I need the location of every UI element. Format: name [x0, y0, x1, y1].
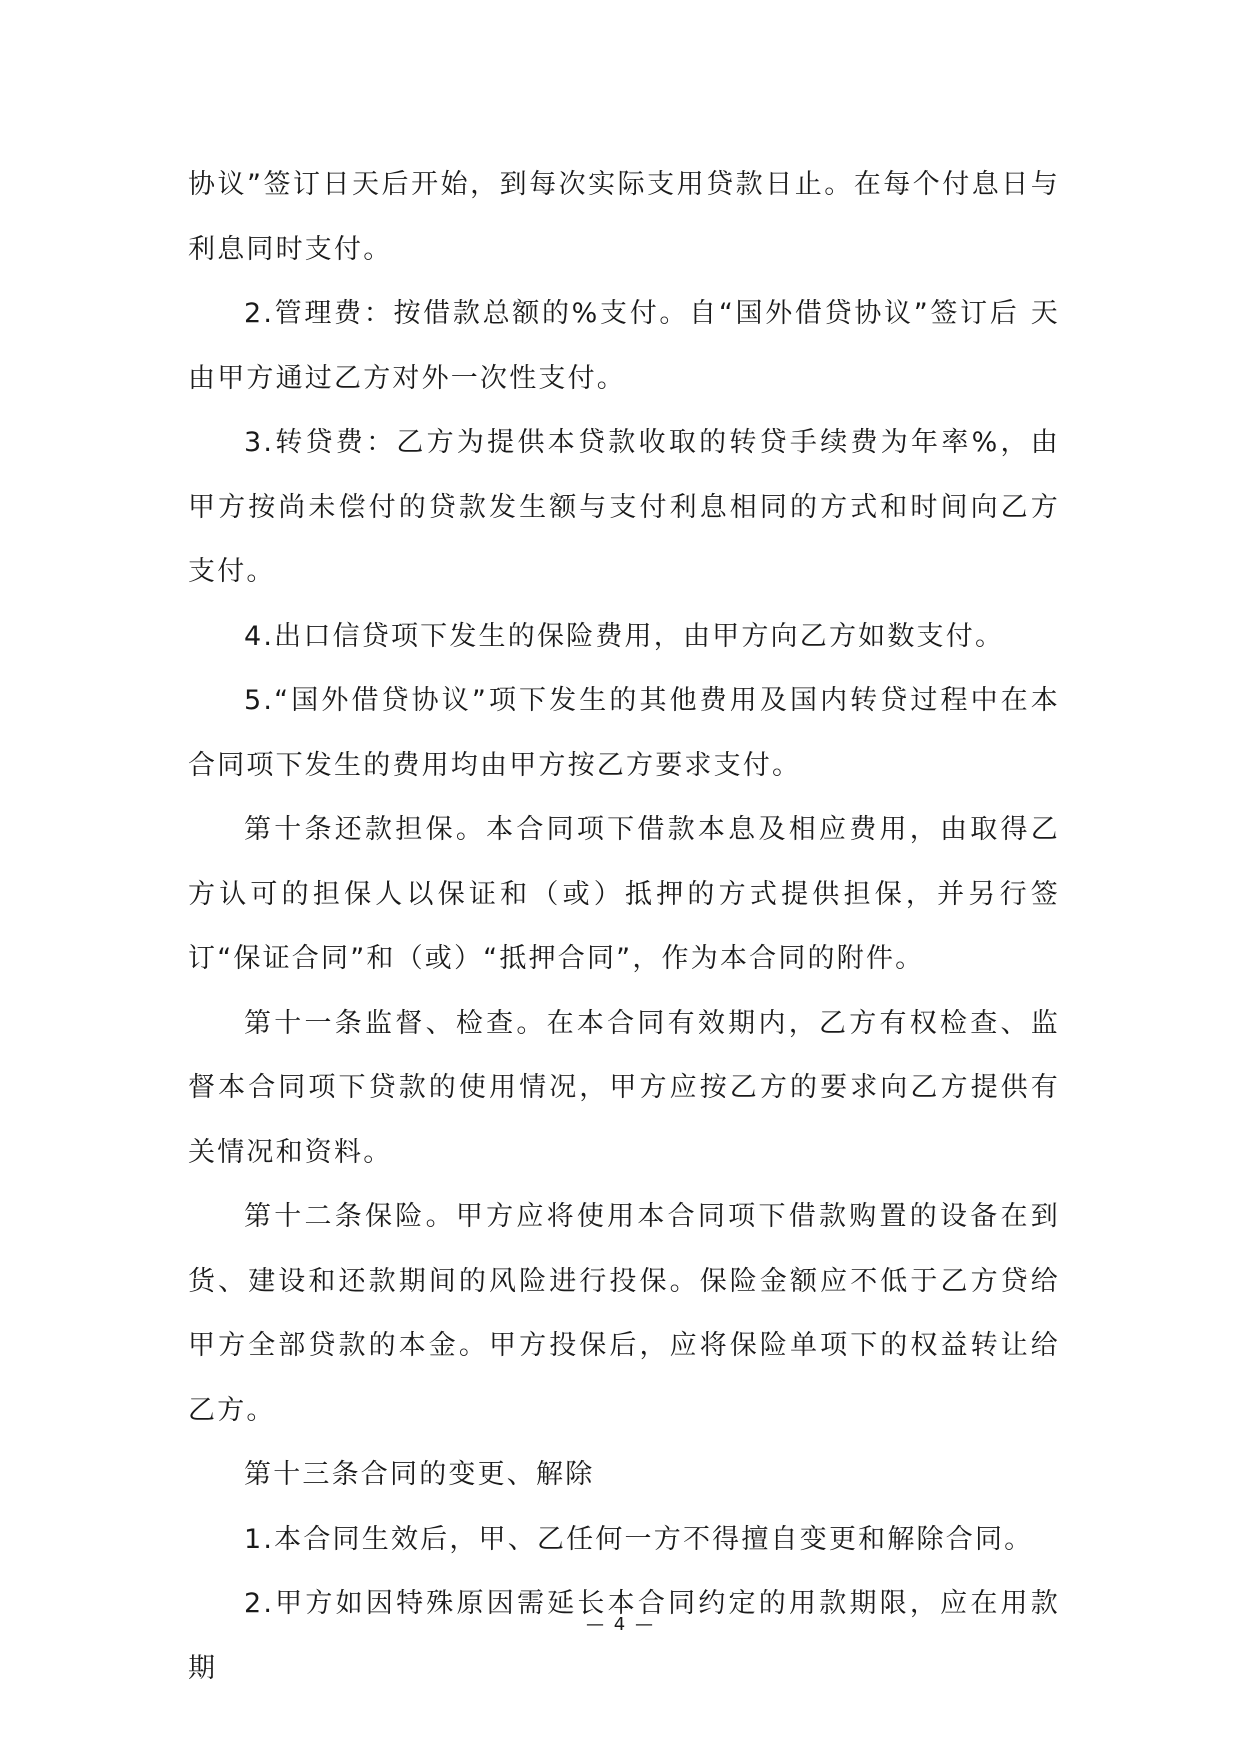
page-number: — 4 —	[586, 1614, 655, 1635]
paragraph-transfer-loan-fee: 3.转贷费：乙方为提供本贷款收取的转贷手续费为年率%，由甲方按尚未偿付的贷款发生额与支付利息相同的方式和时间向乙方支付。	[188, 427, 1060, 587]
paragraph-article-11: 第十一条监督、检查。在本合同有效期内，乙方有权检查、监督本合同项下贷款的使用情况，甲方应按乙方的要求向乙方提供有关情况和资料。	[188, 1007, 1060, 1168]
contract-body-text	[188, 153, 1060, 1701]
paragraph-management-fee: 2.管理费：按借款总额的%支付。自“国外借贷协议”签订后 天由甲方通过乙方对外一次性支付。	[188, 298, 1060, 394]
paragraph-article-10: 第十条还款担保。本合同项下借款本息及相应费用，由取得乙方认可的担保人以保证和（或）抵押的方式提供担保，并另行签订“保证合同”和（或）“抵押合同”，作为本合同的附件。	[188, 814, 1060, 974]
paragraph-continuation: 协议”签订日天后开始，到每次实际支用贷款日止。在每个付息日与利息同时支付。	[188, 169, 1060, 265]
paragraph-article-13-item-1: 1.本合同生效后，甲、乙任何一方不得擅自变更和解除合同。	[244, 1523, 1034, 1555]
paragraph-article-13-item-2: 2.甲方如因特殊原因需延长本合同约定的用款期限，应在用款期	[188, 1588, 1060, 1684]
paragraph-other-fees: 5.“国外借贷协议”项下发生的其他费用及国内转贷过程中在本合同项下发生的费用均由甲方按乙方要求支付。	[188, 685, 1060, 781]
paragraph-article-13-heading: 第十三条合同的变更、解除	[244, 1459, 595, 1490]
paragraph-article-12: 第十二条保险。甲方应将使用本合同项下借款购置的设备在到货、建设和还款期间的风险进行投保。保险金额应不低于乙方贷给甲方全部贷款的本金。甲方投保后，应将保险单项下的权益转让给乙方。	[188, 1201, 1060, 1426]
paragraph-insurance-cost: 4.出口信贷项下发生的保险费用，由甲方向乙方如数支付。	[244, 620, 1005, 652]
